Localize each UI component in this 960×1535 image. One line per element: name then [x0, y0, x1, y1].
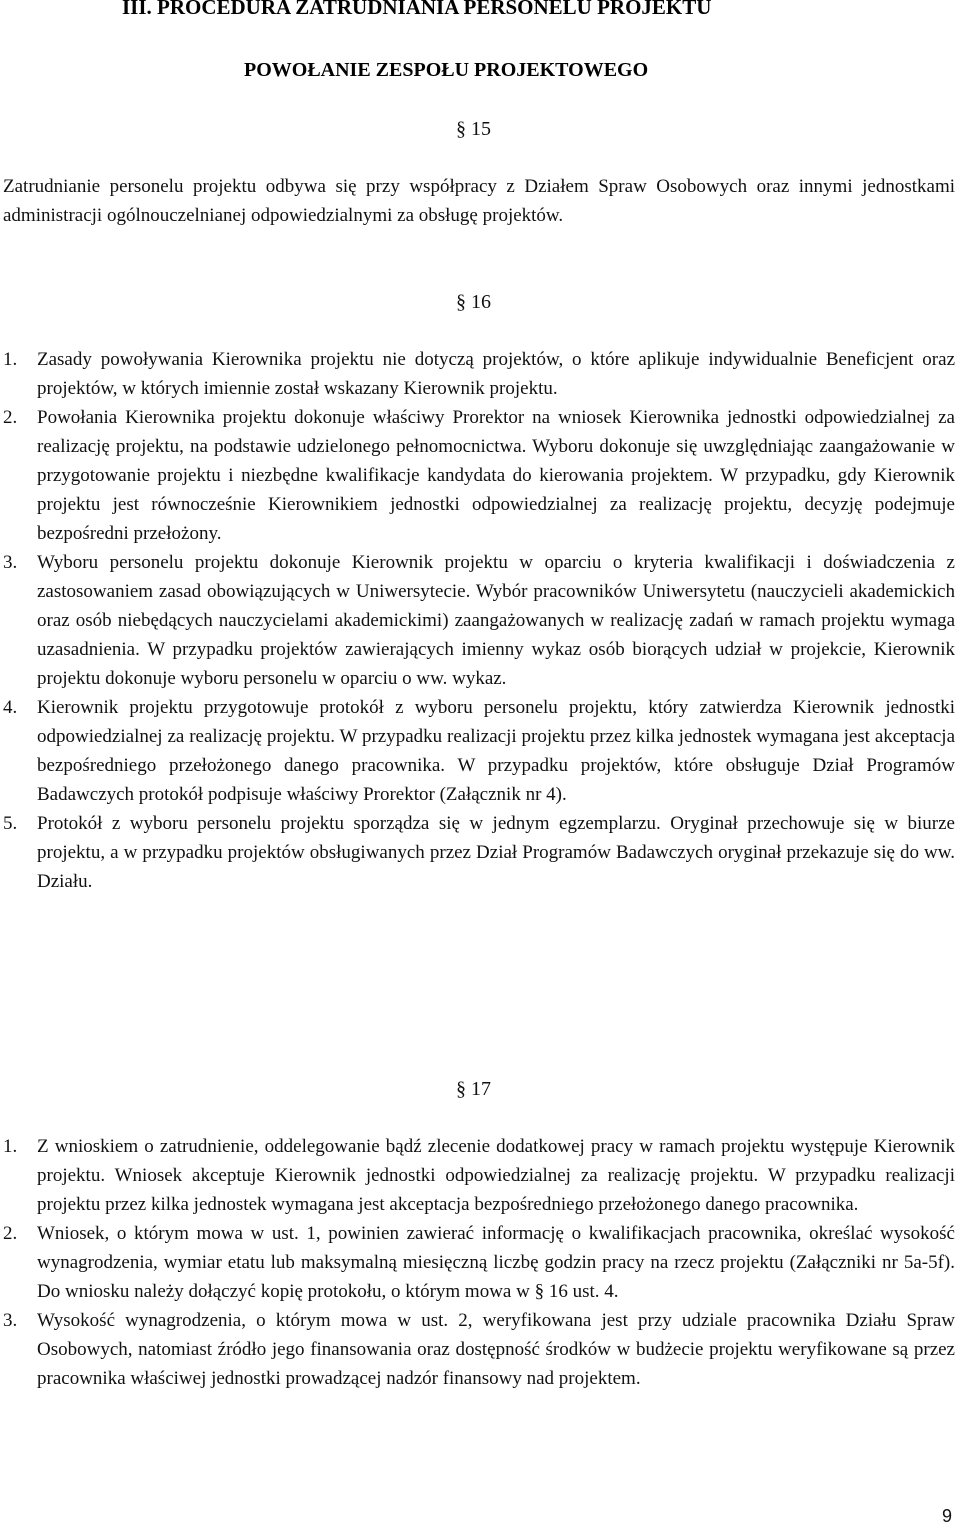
section-title: POWOŁANIE ZESPOŁU PROJEKTOWEGO — [244, 59, 649, 81]
list-item — [0, 548, 955, 693]
section-mark-16: § 16 — [456, 291, 491, 313]
item-number: 3. — [3, 552, 18, 573]
item-number: 5. — [3, 813, 18, 834]
section-mark-15: § 15 — [456, 118, 491, 140]
item-number: 1. — [3, 1136, 18, 1157]
item-number: 4. — [3, 697, 18, 718]
item-text: Zasady powoływania Kierownika projektu nie dotyczą projektów, o które aplikuje indywidualnie Beneficjent oraz projektów, w których imiennie został wskazany Kierownik projektu. — [37, 349, 955, 399]
chapter-title: III. PROCEDURA ZATRUDNIANIA PERSONELU PROJEKTU — [122, 0, 712, 19]
item-number: 2. — [3, 407, 18, 428]
item-text: Powołania Kierownika projektu dokonuje właściwy Prorektor na wniosek Kierownika jednostki odpowiedzialnej za realizację projektu, na podstawie udzielonego pełnomocnictwa. Wyboru dokonuje się uwzględniając zaangażowanie w przygotowanie projektu i niezbędne kwalifikacje kandydata do kierowania projektem. W przypadku, gdy Kierownik projektu jest równocześnie Kierownikiem jednostki odpowiedzialnej za realizację projektu, decyzję podejmuje bezpośredni przełożony. — [37, 407, 955, 544]
list-item — [0, 1132, 955, 1219]
item-text: Kierownik projektu przygotowuje protokół z wyboru personelu projektu, który zatwierdza Kierownik jednostki odpowiedzialnej za realizację projektu. W przypadku realizacji projektu przez kilka jednostek wymagana jest akceptacja bezpośredniego przełożonego danego pracownika. W przypadku projektów, które obsługuje Dział Programów Badawczych protokół podpisuje właściwy Prorektor (Załącznik nr 4). — [37, 697, 955, 805]
item-number: 3. — [3, 1310, 18, 1331]
item-number: 2. — [3, 1223, 18, 1244]
page-number: 9 — [941, 1506, 952, 1526]
list-item — [0, 1219, 955, 1306]
item-text: Wysokość wynagrodzenia, o którym mowa w ust. 2, weryfikowana jest przy udziale pracownika Działu Spraw Osobowych, natomiast źródło jego finansowania oraz dostępność środków w budżecie projektu weryfikowane są przez pracownika właściwej jednostki prowadzącej nadzór finansowy nad projektem. — [37, 1310, 955, 1389]
item-text: Z wnioskiem o zatrudnienie, oddelegowanie bądź zlecenie dodatkowej pracy w ramach projektu występuje Kierownik projektu. Wniosek akceptuje Kierownik jednostki odpowiedzialnej za realizację projektu. W przypadku realizacji projektu przez kilka jednostek wymagana jest akceptacja bezpośredniego przełożonego danego pracownika. — [37, 1136, 955, 1215]
list-item — [0, 403, 955, 548]
item-text: Protokół z wyboru personelu projektu sporządza się w jednym egzemplarzu. Oryginał przechowuje się w biurze projektu, a w przypadku projektów obsługiwanych przez Dział Programów Badawczych oryginał przekazuje się do ww. Działu. — [37, 813, 955, 892]
item-number: 1. — [3, 349, 18, 370]
list-item — [0, 809, 955, 896]
list-item — [0, 693, 955, 809]
paragraph-15: Zatrudnianie personelu projektu odbywa się przy współpracy z Działem Spraw Osobowych oraz innymi jednostkami administracji ogólnouczelnianej odpowiedzialnymi za obsługę projektów. — [3, 176, 955, 226]
item-text: Wyboru personelu projektu dokonuje Kierownik projektu w oparciu o kryteria kwalifikacji i doświadczenia z zastosowaniem zasad obowiązujących w Uniwersytecie. Wybór pracowników Uniwersytetu (nauczycieli akademickich oraz osób niebędących nauczycielami akademickimi) zaangażowanych w realizację zadań w ramach projektu wymaga uzasadnienia. W przypadku projektów zawierających imienny wykaz osób biorących udział w projekcie, Kierownik projektu dokonuje wyboru personelu w oparciu o ww. wykaz. — [37, 552, 955, 689]
section-17-list — [0, 1132, 955, 1393]
section-16-list — [0, 345, 955, 896]
section-mark-17: § 17 — [456, 1078, 491, 1100]
list-item — [0, 345, 955, 403]
list-item — [0, 1306, 955, 1393]
item-text: Wniosek, o którym mowa w ust. 1, powinien zawierać informację o kwalifikacjach pracownika, określać wysokość wynagrodzenia, wymiar etatu lub maksymalną miesięczną liczbę godzin pracy na rzecz projektu (Załączniki nr 5a-5f). Do wniosku należy dołączyć kopię protokołu, o którym mowa w § 16 ust. 4. — [37, 1223, 955, 1302]
